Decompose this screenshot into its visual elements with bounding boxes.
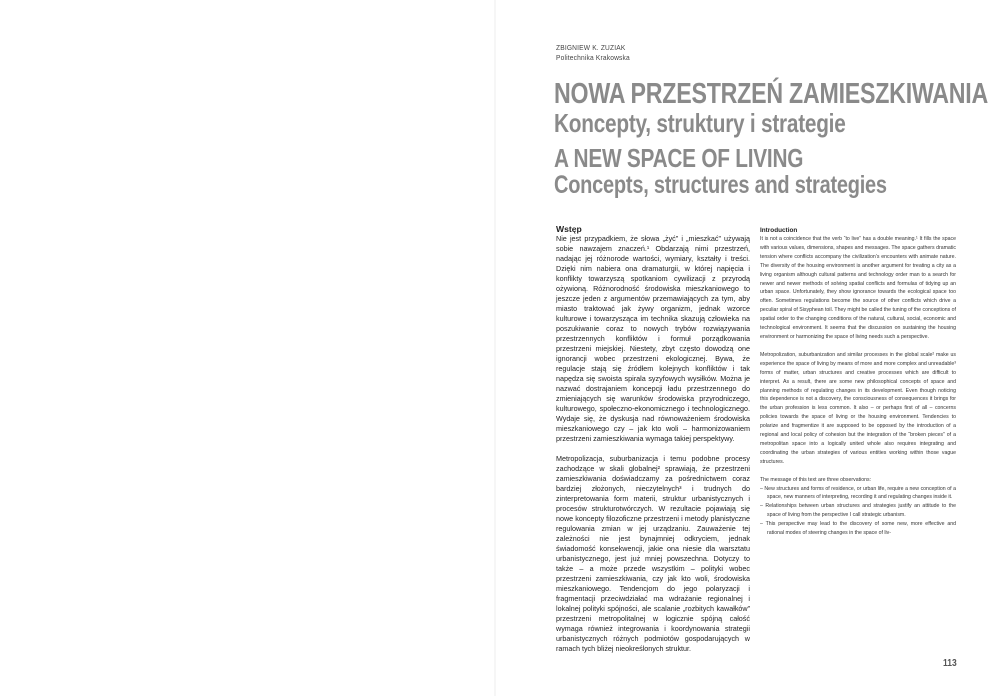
english-heading: Introduction [760, 227, 798, 234]
polish-paragraph-1: Nie jest przypadkiem, że słowa „żyć” i „mieszkać” używają sobie nawzajem znaczeń.¹ Obdarzają nimi przestrzeń, nadając jej różnorode wartości, wymiary, kształty i treści. Dzięki nim nabiera ona dramaturgii, w której napięcia i konflikty towarzyszą spotkaniom cywilizacji z przyrodą ożywioną. Różnorodność środowiska mieszkaniowego to jeszcze jeden z argumentów przemawiających za tym, aby miasto traktować jak żywy organizm, jednak wzorce kulturowe i towarzysząca im technika skazują człowieka na poszukiwanie coraz to nowych trybów rozwiązywania przestrzennych konfliktów i formuł porządkowania przestrzeni miejskiej. Niestety, zbyt często dowodzą one ignorancji wobec przestrzeni ekologicznej. Bywa, że regulacje stają się źródłem kolejnych konfliktów i tak napędza się swoista spirala syzyfowych wysiłków. Można je nazwać dostrajaniem koncepcji ładu przestrzennego do zmieniających się warunków środowiska przyrodniczego, kulturowego, społeczno-ekonomicznego i technologicznego. Wydaje się, że dyskusja nad równoważeniem środowiska mieszkaniowego czy – jak kto woli – harmonizowaniem przestrzeni zamieszkiwania wymaga takiej perspektywy. [556, 234, 750, 443]
english-paragraph-2: Metropolization, suburbanization and similar processes in the global scale² make us experience the space of living by means of more and more complex and unreadable³ forms of matter, urban structures and creative processes which are difficult to interpret. As a result, there are some new philosophical concepts of space and planning methods of regulating changes in its development. Even though noticing this dependence is not a discovery, the consciousness of consequences it brings for the urban profession is less common. It also – or perhaps first of all – concerns policies towards the space of living or the housing environment. Tendencies to polarize and fragmentize it are supposed to be opposed by the introduction of a regional and local policy of cohesion but the integration of the “broken pieces” of a metropolitan space into a logically united whole also requires integrating and coordinating the urban strategies of various entities working within those vague structures. [760, 351, 956, 465]
page-number: 113 [943, 658, 957, 669]
author-block [556, 43, 630, 63]
observations-list [760, 485, 956, 538]
author-name: ZBIGNIEW K. ZUZIAK [556, 43, 626, 52]
subtitle-english: Concepts, structures and strategies [554, 171, 887, 199]
page-gutter [494, 0, 496, 696]
list-item: – Relationships between urban structures and strategies justify an attitude to the space of living from the perspective I call strategic urbanism. [760, 503, 956, 519]
english-column [760, 226, 956, 538]
list-item: – This perspective may lead to the discovery of some new, more effective and rational modes of steering changes in the space of liv- [760, 521, 956, 537]
author-affiliation: Politechnika Krakowska [556, 53, 630, 62]
title-english: A NEW SPACE OF LIVING [554, 143, 804, 173]
english-paragraph-3: The message of this text are three observations: [760, 476, 872, 483]
list-item: – New structures and forms of residence, or urban life, require a new conception of a space, new manners of interpreting, recording it and regulating changes inside it. [760, 485, 956, 501]
polish-paragraph-2: Metropolizacja, suburbanizacja i temu podobne procesy zachodzące w skali globalnej² sprawiają, że przestrzeni zamieszkiwania doświadczamy za pośrednictwem coraz bardziej złożonych, nieczytelnych³ i trudnych do zinterpretowania form materii, struktur urbanistycznych i procesów strukturotwórczych. W rezultacie pojawiają się nowe koncepty filozoficzne przestrzeni i metody planistyczne regulowania zmian w jej urządzaniu. Zauważenie tej zależności nie jest bynajmniej odkryciem, jednak świadomość konsekwencji, jakie ona niesie dla warsztatu urbanistycznego, jest już mniej powszechna. Dotyczy to także – a może przede wszystkim – polityki wobec przestrzeni zamieszkiwania, czy jak kto woli, środowiska mieszkaniowego. Tendencjom do jego polaryzacji i fragmentacji przeciwdziałać ma wdrażanie regionalnej i lokalnej polityki spójności, ale scalanie „rozbitych kawałków” przestrzeni metropolitalnej w logicznie spójną całość wymaga również integrowania i koordynowania strategii urbanistycznych różnych podmiotów gospodarujących w ramach tych bliżej nieokreślonych struktur. [556, 454, 750, 653]
polish-heading: Wstęp [556, 224, 582, 234]
title-block [554, 80, 988, 198]
english-paragraph-1: It is not a coincidence that the verb “to live” has a double meaning.¹ It fills the space with various values, dimensions, shapes and messages. The space gathers dramatic tension where conflicts accompany the civilization’s encounters with animate nature. The diversity of the housing environment is another argument for treating a city as a living organism although cultural patterns and technology order man to a search for newer and newer methods of solving spatial conflicts and formulas of tidying up an urban space. Unfortunately, they show ignorance towards the ecological space too often. Sometimes regulations become the source of other conflicts which drive a peculiar spiral of Sisyphean toil. They might be called the tuning of the conceptions of spatial order to the changing conditions of the natural, cultural, social, economic and technological environment. It seems that the discussion on sustaining the housing environment or harmonizing the space of living needs such a perspective. [760, 236, 956, 340]
title-polish: NOWA PRZESTRZEŃ ZAMIESZKIWANIA [554, 78, 989, 110]
polish-column [556, 224, 750, 654]
subtitle-polish: Koncepty, struktury i strategie [554, 108, 846, 138]
